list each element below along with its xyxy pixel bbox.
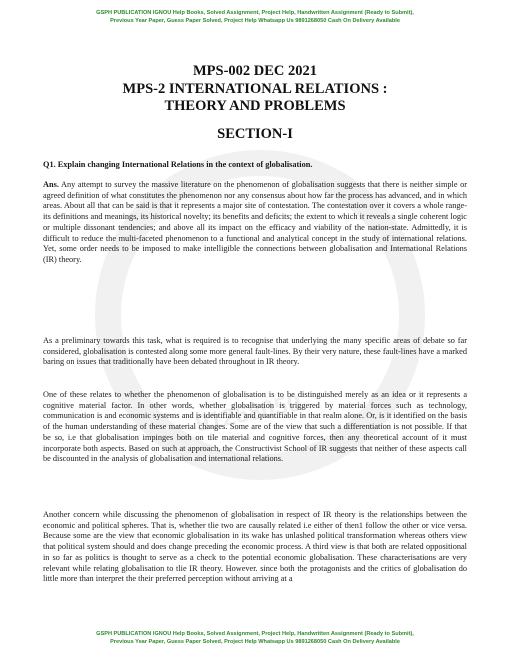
footer-banner-line-2: Previous Year Paper, Guess Paper Solved, Project Help Whatsapp Us 9891268050 Cash On Delivery Available bbox=[110, 639, 400, 645]
footer-banner bbox=[28, 630, 482, 646]
answer-label: Ans. bbox=[43, 180, 59, 189]
answer-paragraph-1-text: Any attempt to survey the massive literature on the phenomenon of globalisation suggests that there is neither simple or agreed definition of what constitutes the phenomenon nor any consensus about how far the process has advanced, and in which areas. About all that can be said is that it represents a major site of contestation. The contestation over it covers a whole range-its definitions and meanings, its historical novelty; its benefits and deficits; the extent to which it reveals a single coherent logic or multiple dissonant tendencies; and above all its impact on the efficacy and viability of the nation-state. Admittedly, it is difficult to reduce the multi-faceted phenomenon to a functional and analytical concept in the study of international relations. Yet, some order needs to be imposed to make intelligible the connections between globalisation and International Relations (IR) theory. bbox=[43, 180, 467, 264]
footer-banner-line-1: GSPH PUBLICATION IGNOU Help Books, Solved Assignment, Project Help, Handwritten Assignment (Ready to Submit), bbox=[96, 631, 414, 637]
header-banner-line-2: Previous Year Paper, Guess Paper Solved, Project Help Whatsapp Us 9891268050 Cash On Delivery Available bbox=[110, 18, 400, 24]
answer-paragraph-4: Another concern while discussing the phenomenon of globalisation in respect of IR theory is the relationships between the economic and political spheres. That is, whether tlie two are causally related i.e either of then1 follow the other or vice versa. Because some are the view that economic globalisation in its wake has unlashed political transformation whereas others view that political system should and does change preceding the economic process. A third view is that both are related oppositional in so far as politics is thought to serve as a check to the potential economic globalisation. These characterisations are very relevant while relating globalisation to tlie IR theory. However. since both the protagonists and the critics of globalisation do little more than interpret the their preferred perception without arriving at a bbox=[43, 510, 467, 584]
section-heading: SECTION-I bbox=[217, 126, 293, 142]
course-code: MPS-002 DEC 2021 bbox=[192, 63, 318, 79]
title-line-2: THEORY AND PROBLEMS bbox=[164, 98, 346, 114]
document-title bbox=[40, 81, 470, 115]
title-line-1: MPS-2 INTERNATIONAL RELATIONS : bbox=[122, 81, 388, 97]
header-banner bbox=[28, 9, 482, 25]
answer-paragraph-3: One of these relates to whether the phenomenon of globalisation is to be distinguished merely as an idea or it represents a cognitive material factor. In other words, whether globalisation is triggered by material forces such as technology, communication is and economic systems and is identifiable and quantifiable in that realm alone. Or, is it identified on the basis of the human understanding of these material changes. Some are of the view that such a differentiation is not possible. If that be so, i.e that globalisation impinges both on tile material and cognitive forces, then any theoretical account of it must incorporate both aspects. Based on such at approach, the Constructivist School of IR suggests that neither of these aspects call be discounted in the analysis of globalisation and international relations. bbox=[43, 390, 467, 464]
watermark-number: 91268050 bbox=[193, 389, 304, 438]
answer-paragraph-2: As a preliminary towards this task, what is required is to recognise that underlying the many specific areas of debate so far considered, globalisation is contested along some more general fault-lines. By their very nature, these fault-lines have a marked baring on issues that traditionally have been debated throughout in IR theory. bbox=[43, 336, 467, 367]
header-banner-line-1: GSPH PUBLICATION IGNOU Help Books, Solved Assignment, Project Help, Handwritten Assignment (Ready to Submit), bbox=[96, 10, 414, 16]
answer-paragraph-1 bbox=[43, 180, 467, 266]
question-1: Q1. Explain changing International Relations in the context of globalisation. bbox=[43, 160, 313, 169]
